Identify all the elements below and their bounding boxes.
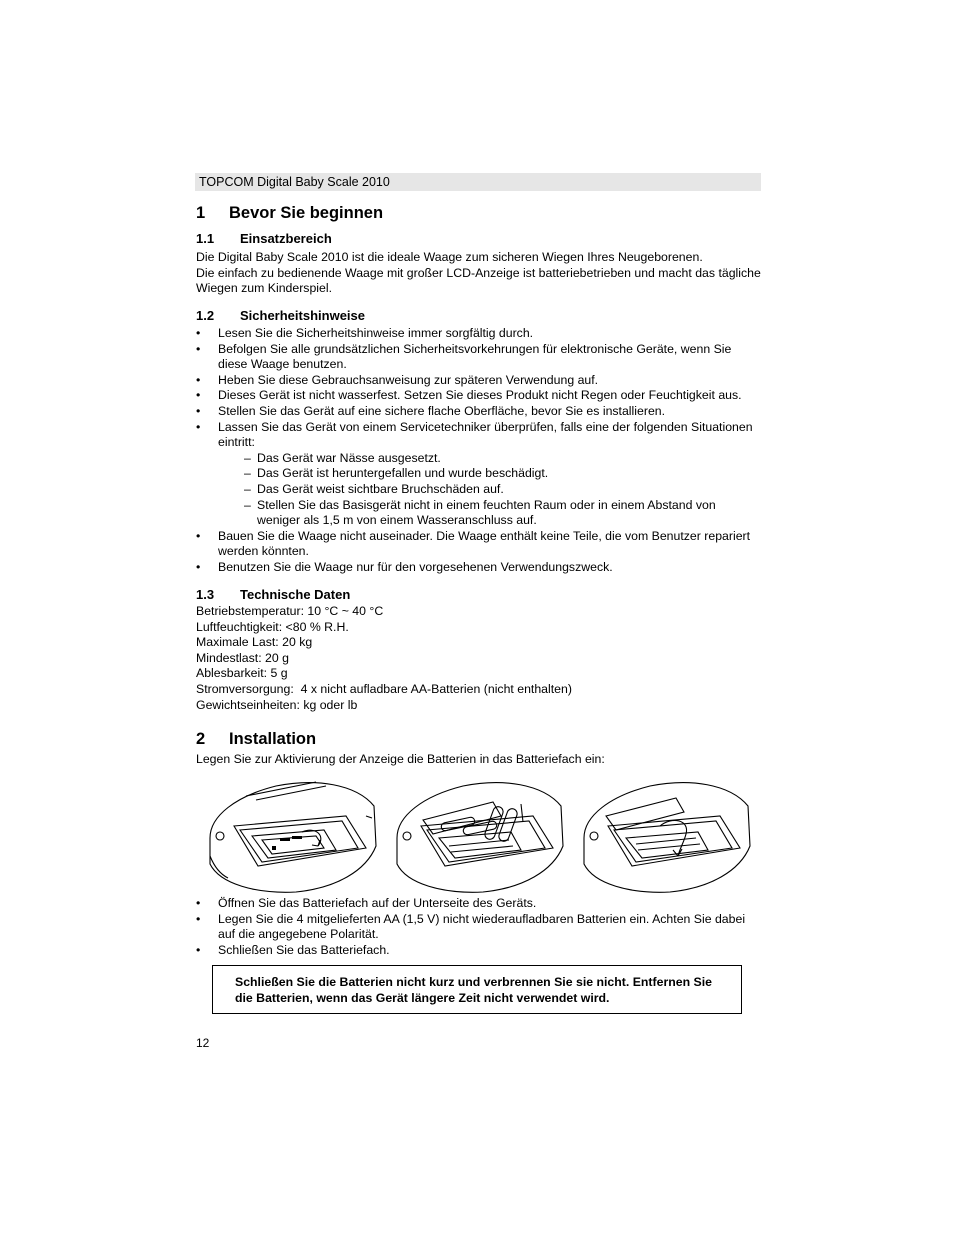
sub-list-item: – Stellen Sie das Basisgerät nicht in einem feuchten Raum oder in einem Abstand von weniger als 1,5 m von einem Wasseranschluss auf.: [235, 498, 762, 529]
installation-intro: [196, 752, 762, 768]
subsection-title: Einsatzbereich: [240, 231, 332, 246]
subsection-title: Technische Daten: [240, 587, 351, 602]
subsection-1-2-heading: [196, 308, 365, 324]
intro-paragraph: [196, 250, 762, 297]
subsection-number: 1.2: [196, 308, 215, 323]
list-item: • Bauen Sie die Waage nicht auseinader. Die Waage enthält keine Teile, die vom Benutzer repariert werden könnten.: [196, 529, 762, 560]
spec-line: Maximale Last: 20 kg: [196, 635, 313, 650]
situation-sublist: [196, 451, 762, 529]
section-2-heading: [196, 729, 316, 749]
list-item: • Schließen Sie das Batteriefach.: [196, 943, 762, 959]
list-item: • Lesen Sie die Sicherheitshinweise immer sorgfältig durch.: [196, 326, 762, 342]
list-item: • Dieses Gerät ist nicht wasserfest. Setzen Sie dieses Produkt nicht Regen oder Feuchtigkeit aus.: [196, 388, 762, 404]
battery-insert-illustration: [393, 776, 565, 894]
subsection-1-3-heading: [196, 587, 350, 603]
page-number: 12: [196, 1036, 210, 1050]
spec-line: Luftfeuchtigkeit: <80 % R.H.: [196, 619, 349, 634]
section-number: 2: [196, 730, 206, 748]
spec-line: Stromversorgung: 4 x nicht aufladbare AA-Batterien (nicht enthalten): [196, 681, 572, 696]
battery-cover-open-illustration: [206, 776, 378, 894]
technical-data: [196, 604, 762, 713]
subsection-1-1-heading: [196, 231, 332, 247]
sub-list-item: – Das Gerät weist sichtbare Bruchschäden auf.: [235, 482, 762, 498]
paragraph-line: Die einfach zu bedienende Waage mit großer LCD-Anzeige ist batteriebetrieben und macht das tägliche Wiegen zum Kinderspiel.: [196, 265, 761, 296]
subsection-title: Sicherheitshinweise: [240, 308, 365, 323]
spec-line: Gewichtseinheiten: kg oder lb: [196, 697, 358, 712]
battery-illustrations: [206, 776, 752, 896]
warning-text: Schließen Sie die Batterien nicht kurz und verbrennen Sie sie nicht. Entfernen Sie die Batterien, wenn das Gerät längere Zeit nicht verwendet wird.: [235, 975, 712, 1005]
sub-list-item: – Das Gerät ist heruntergefallen und wurde beschädigt.: [235, 466, 762, 482]
list-item: • Heben Sie diese Gebrauchsanweisung zur späteren Verwendung auf.: [196, 373, 762, 389]
paragraph-line: Die Digital Baby Scale 2010 ist die ideale Waage zum sicheren Wiegen Ihres Neugeborenen.: [196, 250, 703, 264]
section-title: Installation: [229, 730, 317, 748]
safety-list: [196, 326, 762, 576]
spec-line: Betriebstemperatur: 10 °C ~ 40 °C: [196, 604, 384, 618]
list-item: • Öffnen Sie das Batteriefach auf der Unterseite des Geräts.: [196, 896, 762, 912]
spec-line: Ablesbarkeit: 5 g: [196, 666, 288, 681]
list-item: • Stellen Sie das Gerät auf eine sichere flache Oberfläche, bevor Sie es installieren.: [196, 404, 762, 420]
running-header: [195, 173, 761, 191]
spec-line: Mindestlast: 20 g: [196, 650, 289, 665]
running-header-title: TOPCOM Digital Baby Scale 2010: [199, 175, 390, 189]
subsection-number: 1.3: [196, 587, 215, 602]
sub-list-item: – Das Gerät war Nässe ausgesetzt.: [235, 451, 762, 467]
section-title: Bevor Sie beginnen: [229, 204, 384, 222]
list-item: • Benutzen Sie die Waage nur für den vorgesehenen Verwendungszweck.: [196, 560, 762, 576]
paragraph-line: Legen Sie zur Aktivierung der Anzeige die Batterien in das Batteriefach ein:: [196, 752, 605, 766]
subsection-number: 1.1: [196, 231, 215, 246]
list-item: • Legen Sie die 4 mitgelieferten AA (1,5 V) nicht wiederaufladbaren Batterien ein. Achten Sie dabei auf die angegebene Polarität.: [196, 912, 762, 943]
list-item: • Befolgen Sie alle grundsätzlichen Sicherheitsvorkehrungen für elektronische Geräte, wenn Sie diese Waage benutzen.: [196, 342, 762, 373]
warning-box: [212, 965, 742, 1014]
battery-cover-close-illustration: [580, 776, 752, 894]
section-number: 1: [196, 204, 206, 222]
installation-steps: [196, 896, 762, 958]
section-1-heading: [196, 203, 383, 223]
list-item: • Lassen Sie das Gerät von einem Servicetechniker überprüfen, falls eine der folgenden Situationen eintritt:: [196, 420, 762, 451]
